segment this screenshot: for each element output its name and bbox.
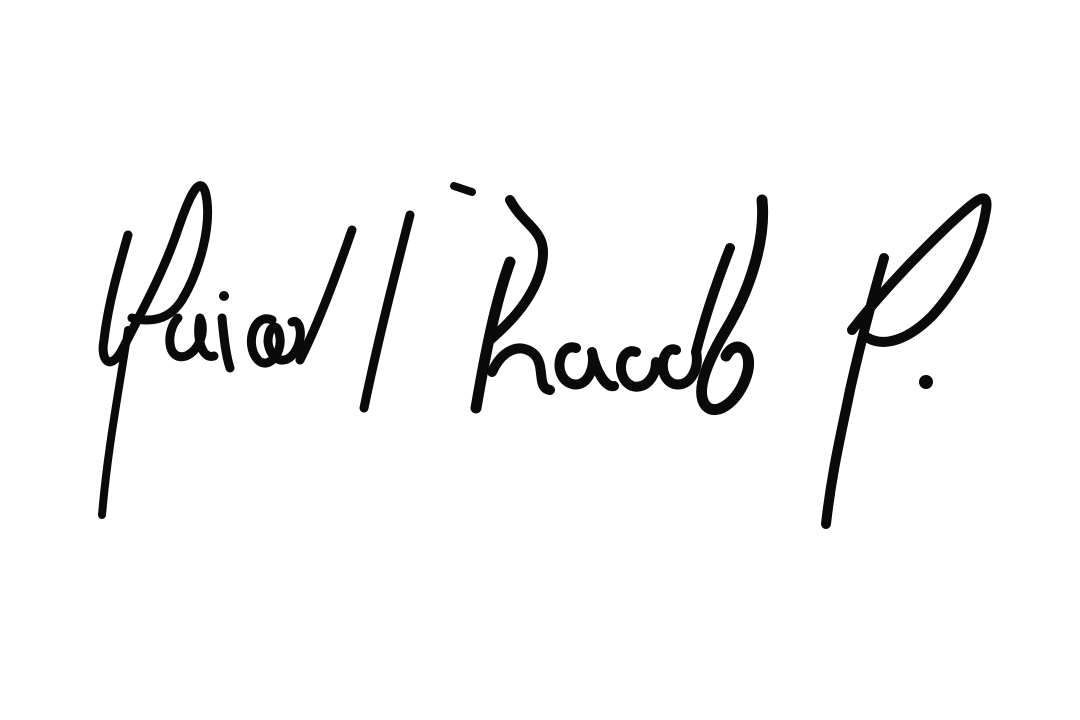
signature-stroke xyxy=(222,318,230,368)
signature-stroke xyxy=(492,348,550,390)
signature-stroke xyxy=(663,248,730,385)
signature-stroke xyxy=(364,215,410,408)
signature-dot xyxy=(219,291,229,301)
signature-stroke xyxy=(170,318,214,357)
signature-stroke xyxy=(454,186,472,192)
signature-stroke xyxy=(560,347,614,386)
signature-stroke xyxy=(103,186,207,362)
signature-stroke xyxy=(621,351,656,386)
signature-period xyxy=(919,375,933,389)
signature-stroke xyxy=(251,319,300,363)
signature-stroke xyxy=(300,230,352,360)
signature-stroke xyxy=(852,198,987,341)
